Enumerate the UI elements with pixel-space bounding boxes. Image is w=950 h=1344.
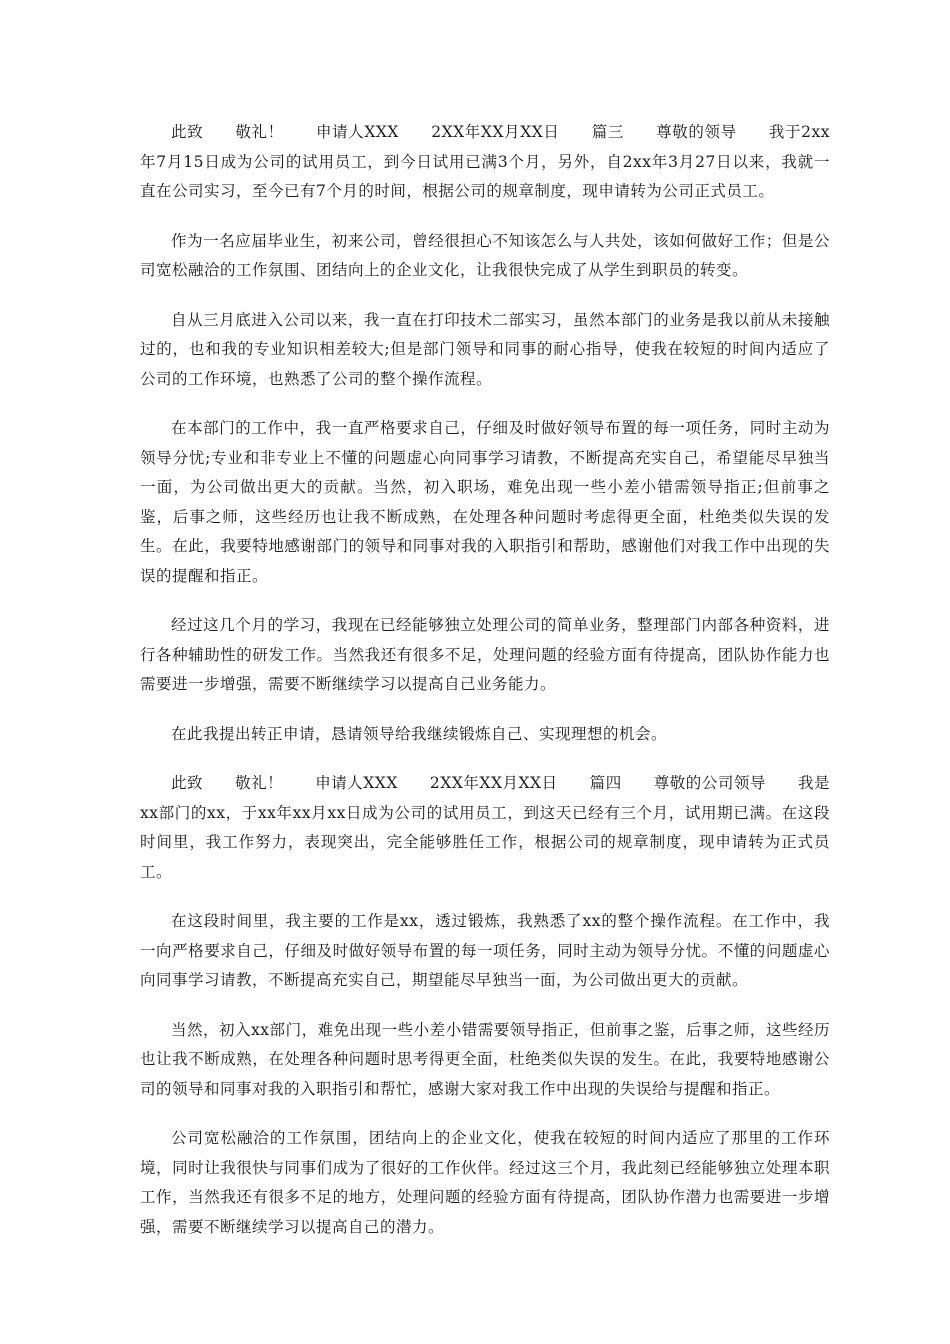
paragraph-2: 作为一名应届毕业生，初来公司，曾经很担心不知该怎么与人共处，该如何做好工作；但是公司宽松融洽的工作氛围、团结向上的企业文化，让我很快完成了从学生到职员的转变。 bbox=[140, 231, 830, 279]
paragraph-1: 此致 敬礼！ 申请人XXX 2XX年XX月XX日 篇三 尊敬的领导 我于2xx年7月15日成为公司的试用员工，到今日试用已满3个月，另外，自2xx年3月27日以来，我就一直在公司实习，至今已有7个月的时间，根据公司的规章制度，现申请转为公司正式员工。 bbox=[140, 123, 830, 200]
paragraph-9: 当然，初入xx部门，难免出现一些小差小错需要领导指正，但前事之鉴，后事之师，这些经历也让我不断成熟，在处理各种问题时思考得更全面，杜绝类似失误的发生。在此，我要特地感谢公司的领导和同事对我的入职指引和帮忙，感谢大家对我工作中出现的失误给与提醒和指正。 bbox=[140, 1020, 830, 1098]
paragraph-4: 在本部门的工作中，我一直严格要求自己，仔细及时做好领导布置的每一项任务，同时主动为领导分忧;专业和非专业上不懂的问题虚心向同事学习请教，不断提高充实自己，希望能尽早独当一面，为公司做出更大的贡献。当然，初入职场，难免出现一些小差小错需领导指正;但前事之鉴，后事之师，这些经历也让我不断成熟，在处理各种问题时考虑得更全面，杜绝类似失误的发生。在此，我要特地感谢部门的领导和同事对我的入职指引和帮助，感谢他们对我工作中出现的失误的提醒和指正。 bbox=[140, 419, 830, 585]
paragraph-3: 自从三月底进入公司以来，我一直在打印技术二部实习，虽然本部门的业务是我以前从未接触过的，也和我的专业知识相差较大;但是部门领导和同事的耐心指导，使我在较短的时间内适应了公司的工作环境，也熟悉了公司的整个操作流程。 bbox=[140, 310, 830, 388]
paragraph-6: 在此我提出转正申请，恳请领导给我继续锻炼自己、实现理想的机会。 bbox=[171, 724, 668, 743]
paragraph-5: 经过这几个月的学习，我现在已经能够独立处理公司的简单业务，整理部门内部各种资料，进行各种辅助性的研发工作。当然我还有很多不足，处理问题的经验方面有待提高，团队协作能力也需要进一步增强，需要不断继续学习以提高自己业务能力。 bbox=[140, 616, 830, 693]
document-body bbox=[140, 118, 830, 1262]
paragraph-10: 公司宽松融洽的工作氛围，团结向上的企业文化，使我在较短的时间内适应了那里的工作环境，同时让我很快与同事们成为了很好的工作伙伴。经过这三个月，我此刻已经能够独立处理本职工作，当然我还有很多不足的地方，处理问题的经验方面有待提高，团队协作潜力也需要进一步增强，需要不断继续学习以提高自己的潜力。 bbox=[140, 1129, 830, 1236]
paragraph-7: 此致 敬礼！ 申请人XXX 2XX年XX月XX日 篇四 尊敬的公司领导 我是xx部门的xx，于xx年xx月xx日成为公司的试用员工，到这天已经有三个月，试用期已满。在这段时间里，我工作努力，表现突出，完全能够胜任工作，根据公司的规章制度，现申请转为正式员工。 bbox=[140, 774, 830, 881]
paragraph-8: 在这段时间里，我主要的工作是xx，透过锻炼，我熟悉了xx的整个操作流程。在工作中，我一向严格要求自己，仔细及时做好领导布置的每一项任务，同时主动为领导分忧。不懂的问题虚心向同事学习请教，不断提高充实自己，期望能尽早独当一面，为公司做出更大的贡献。 bbox=[140, 912, 830, 989]
